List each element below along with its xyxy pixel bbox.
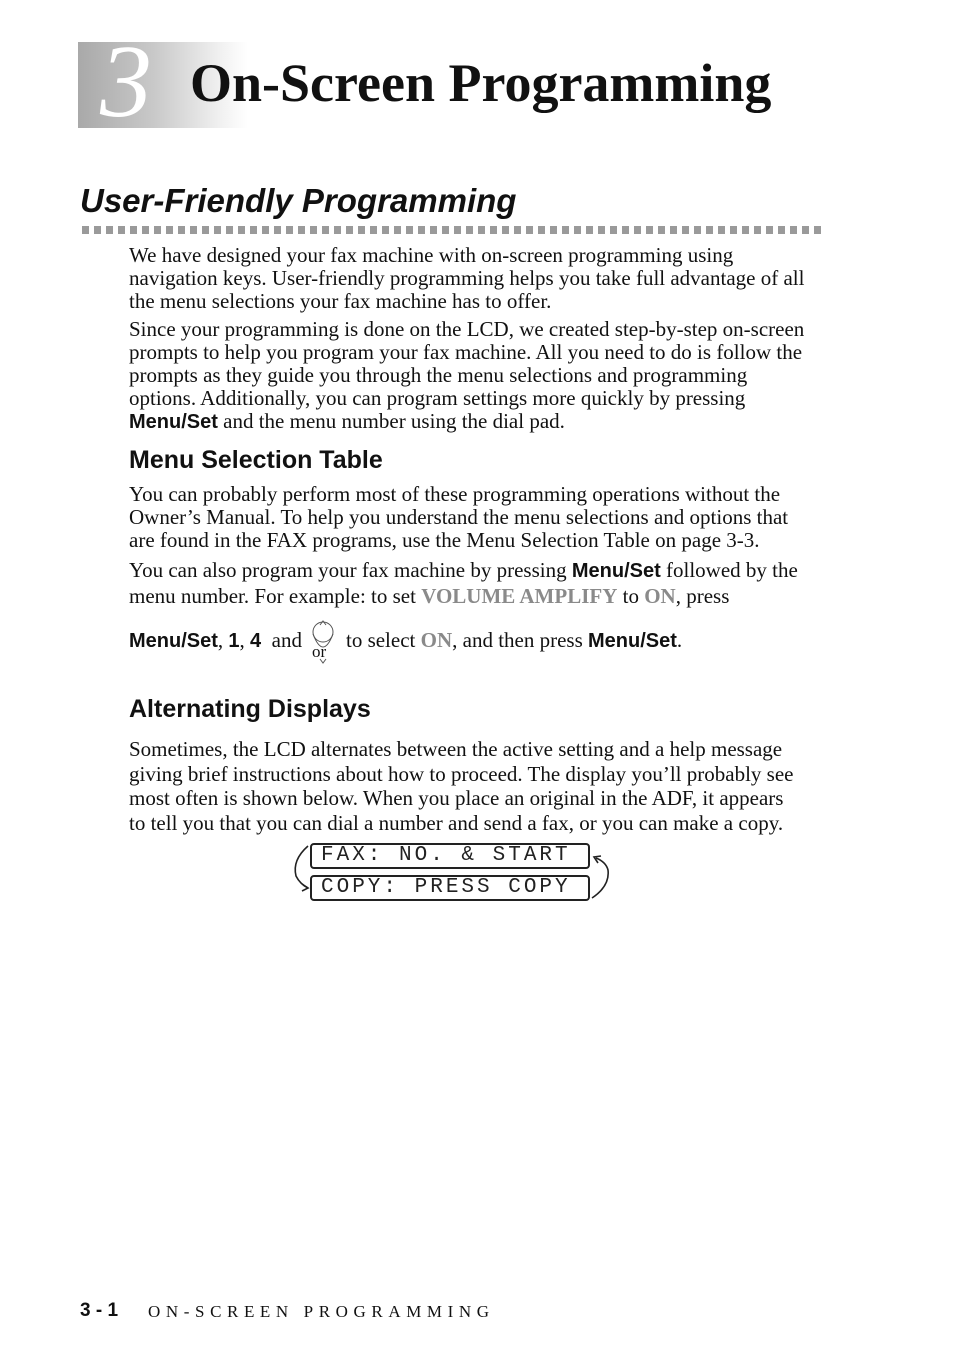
- menu-table-paragraph-2: [129, 558, 829, 609]
- text-line: Sometimes, the LCD alternates between the active setting and a help message: [129, 737, 783, 761]
- text-line: navigation keys. User-friendly programming helps you take full advantage of all: [129, 266, 805, 290]
- text-fragment: , and then press: [452, 628, 589, 652]
- text-fragment: and the menu number using the dial pad.: [217, 409, 565, 433]
- text-line: prompts to help you program your fax machine. All you need to do is follow the: [129, 340, 803, 364]
- text-line: to tell you that you can dial a number and send a fax, or you can make a copy.: [129, 810, 784, 835]
- lcd-line-2: COPY: PRESS COPY: [310, 875, 590, 901]
- lcd-alternating-display: [290, 840, 620, 906]
- text-fragment: ,: [239, 628, 251, 652]
- text-line: Since your programming is done on the LCD, we created step-by-step on-screen: [129, 317, 805, 341]
- alternating-paragraph: [129, 737, 829, 835]
- chapter-title: On-Screen Programming: [190, 53, 772, 113]
- menu-table-paragraph-3: [129, 618, 829, 664]
- key-1-label: 1: [228, 630, 240, 652]
- section-title: User-Friendly Programming: [80, 182, 517, 219]
- page-number: 3 - 1: [80, 1300, 119, 1321]
- dotted-divider: [82, 226, 822, 234]
- text-fragment: followed by the: [660, 558, 798, 582]
- text-line: We have designed your fax machine with on-screen programming using: [129, 243, 734, 267]
- text-line: [129, 558, 829, 584]
- text-fragment: to: [617, 584, 645, 608]
- text-line: You can probably perform most of these programming operations without the: [129, 482, 781, 506]
- up-down-arrow-icon: [308, 620, 338, 664]
- or-label: or: [311, 642, 327, 662]
- menu-set-key-label: Menu/Set: [129, 630, 218, 652]
- intro-paragraph-2: [129, 318, 829, 434]
- footer-chapter-name: ON-SCREEN PROGRAMMING: [148, 1302, 495, 1321]
- text-line: prompts as they guide you through the menu selections and programming: [129, 363, 748, 387]
- key-4-label: 4: [250, 630, 262, 652]
- alternating-displays-heading: Alternating Displays: [129, 695, 371, 723]
- text-fragment: , press: [675, 584, 730, 608]
- menu-selection-table-heading: Menu Selection Table: [129, 446, 383, 474]
- text-line: most often is shown below. When you place an original in the ADF, it appears: [129, 786, 784, 810]
- menu-set-key-label: Menu/Set: [129, 411, 218, 433]
- setting-name: VOLUME AMPLIFY: [421, 584, 618, 608]
- text-line: giving brief instructions about how to proceed. The display you’ll probably see: [129, 761, 794, 786]
- setting-value: ON: [420, 628, 453, 652]
- menu-set-key-label: Menu/Set: [588, 630, 677, 652]
- intro-paragraph-1: [129, 244, 829, 313]
- text-line: the menu selections your fax machine has to offer.: [129, 289, 552, 313]
- text-line: [129, 584, 829, 609]
- text-fragment: You can also program your fax machine by pressing: [129, 558, 572, 582]
- text-line: options. Additionally, you can program settings more quickly by pressing: [129, 386, 746, 410]
- chapter-number: 3: [100, 24, 152, 139]
- text-line: Owner’s Manual. To help you understand the menu selections and options that: [129, 505, 789, 529]
- text-line: are found in the FAX programs, use the Menu Selection Table on page 3-3.: [129, 528, 760, 552]
- text-fragment: menu number. For example: to set: [129, 584, 422, 608]
- menu-table-paragraph-1: [129, 483, 829, 552]
- setting-value: ON: [644, 584, 676, 608]
- text-fragment: to select: [345, 628, 421, 652]
- text-fragment: and: [271, 628, 302, 652]
- text-line: [129, 410, 829, 434]
- text-fragment: ,: [217, 628, 229, 652]
- menu-set-key-label: Menu/Set: [571, 560, 661, 582]
- lcd-line-1: FAX: NO. & START: [310, 843, 590, 869]
- text-fragment: .: [676, 628, 683, 652]
